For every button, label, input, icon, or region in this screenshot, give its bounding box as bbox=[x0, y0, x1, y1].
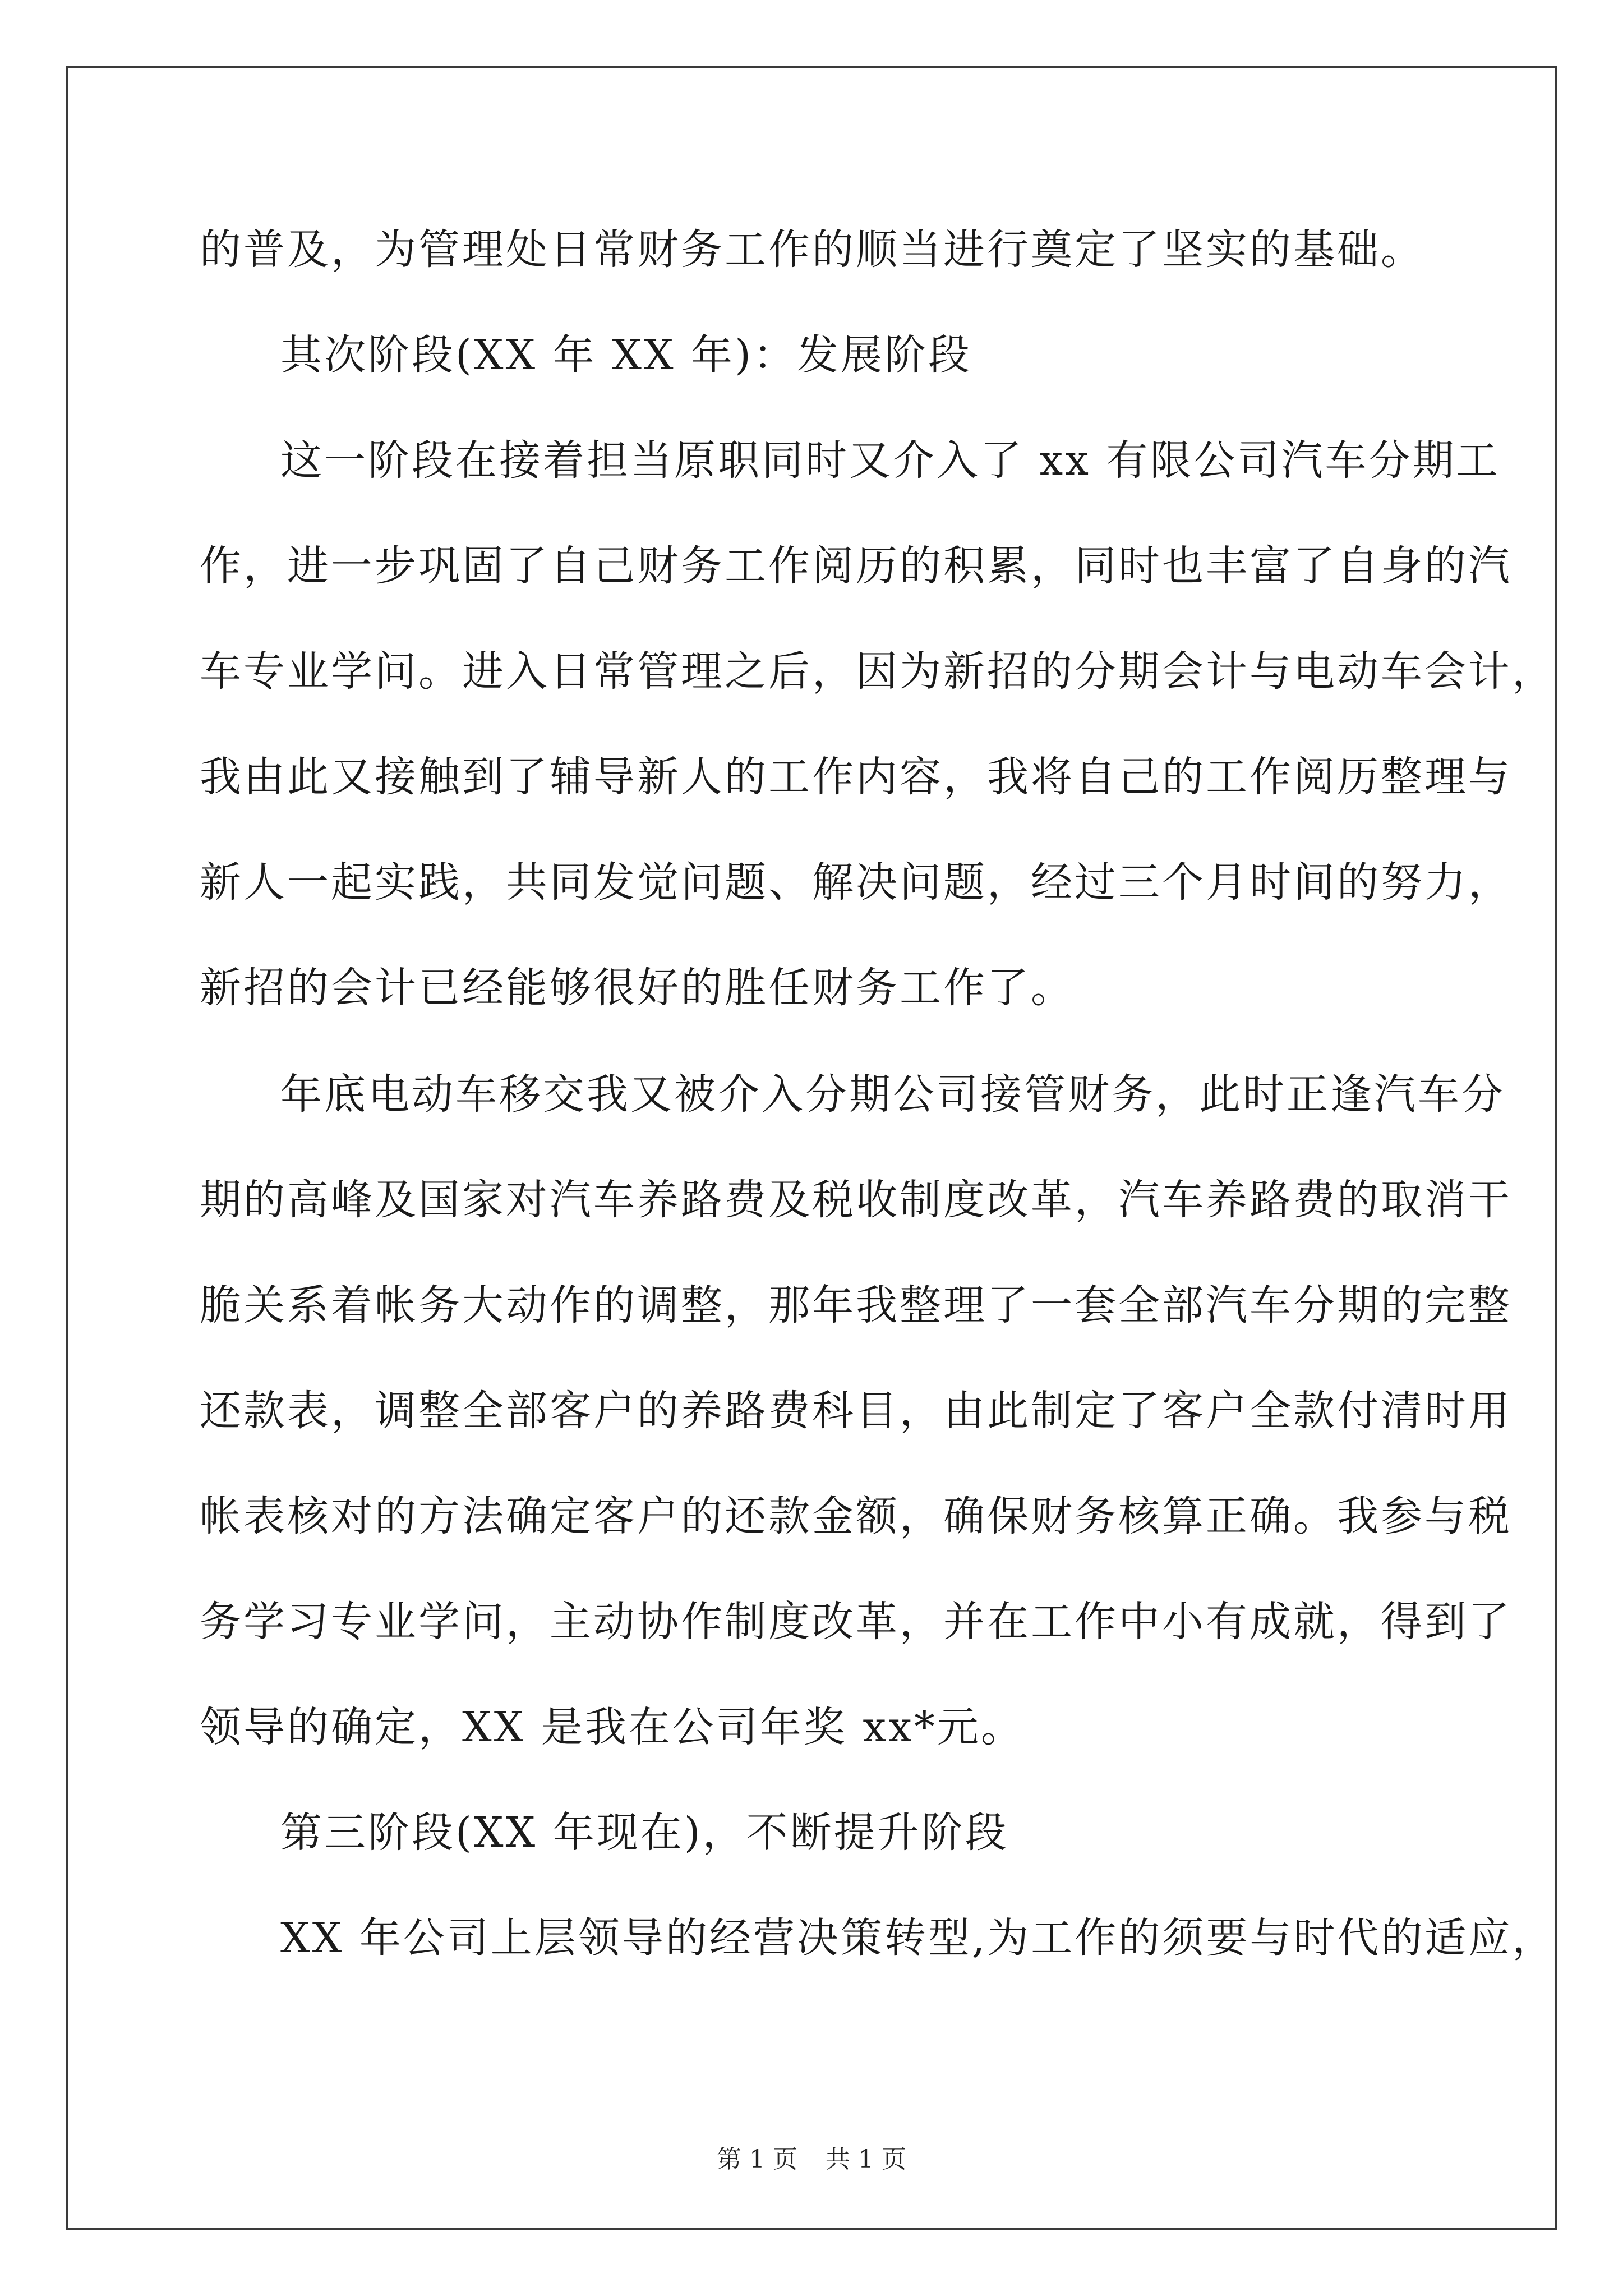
text-line: 新招的会计已经能够很好的胜任财务工作了。 bbox=[200, 964, 1075, 1012]
section-heading: 其次阶段(XX 年 XX 年)：发展阶段 bbox=[280, 331, 972, 379]
text-line: 作，进一步巩固了自己财务工作阅历的积累，同时也丰富了自身的汽 bbox=[200, 542, 1512, 590]
text-line: 我由此又接触到了辅导新人的工作内容，我将自己的工作阅历整理与 bbox=[200, 753, 1512, 801]
text-line: XX 年公司上层领导的经营决策转型,为工作的须要与时代的适应， bbox=[280, 1914, 1556, 1962]
text-line: 领导的确定，XX 是我在公司年奖 xx*元。 bbox=[200, 1703, 1025, 1751]
section-heading: 第三阶段(XX 年现在)，不断提升阶段 bbox=[280, 1809, 1009, 1857]
text-line: 帐表核对的方法确定客户的还款金额，确保财务核算正确。我参与税 bbox=[200, 1492, 1512, 1540]
text-line: 脆关系着帐务大动作的调整，那年我整理了一套全部汽车分期的完整 bbox=[200, 1281, 1512, 1329]
page-total: 共 1 页 bbox=[826, 2145, 906, 2174]
text-line: 期的高峰及国家对汽车养路费及税收制度改革，汽车养路费的取消干 bbox=[200, 1176, 1512, 1224]
text-line: 的普及，为管理处日常财务工作的顺当进行奠定了坚实的基础。 bbox=[200, 226, 1424, 274]
page-number: 第 1 页 bbox=[717, 2145, 797, 2174]
page-border bbox=[66, 66, 1557, 2230]
text-line: 年底电动车移交我又被介入分期公司接管财务，此时正逢汽车分 bbox=[280, 1070, 1505, 1119]
text-line: 这一阶段在接着担当原职同时又介入了 xx 有限公司汽车分期工 bbox=[280, 436, 1500, 485]
text-line: 务学习专业学问，主动协作制度改革，并在工作中小有成就，得到了 bbox=[200, 1598, 1512, 1646]
text-line: 车专业学问。进入日常管理之后，因为新招的分期会计与电动车会计， bbox=[200, 647, 1556, 696]
text-line: 新人一起实践，共同发觉问题、解决问题，经过三个月时间的努力， bbox=[200, 858, 1512, 907]
text-line: 还款表，调整全部客户的养路费科目，由此制定了客户全款付清时用 bbox=[200, 1387, 1512, 1435]
page-footer bbox=[0, 2143, 1623, 2177]
